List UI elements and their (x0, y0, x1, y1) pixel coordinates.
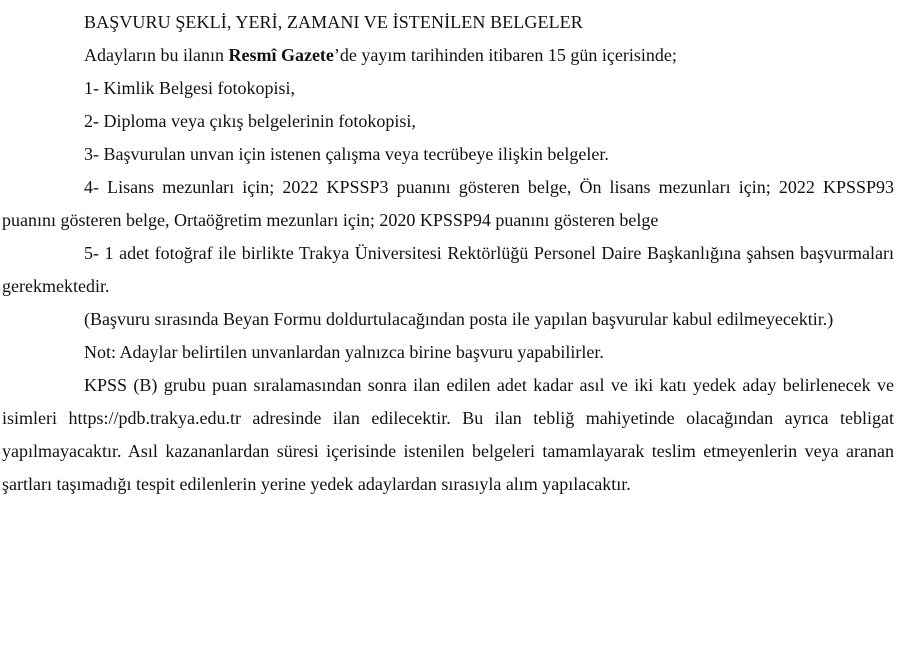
list-item-5: 5- 1 adet fotoğraf ile birlikte Trakya Üniversitesi Rektörlüğü Personel Daire Başkanlığına şahsen başvurmaları gerekmektedir. (2, 243, 894, 296)
list-item-3: 3- Başvurulan unvan için istenen çalışma veya tecrübeye ilişkin belgeler. (84, 144, 609, 164)
note-paragraph: Not: Adaylar belirtilen unvanlardan yalnızca birine başvuru yapabilirler. (84, 342, 604, 362)
intro-text-before: Adayların bu ilanın (84, 45, 229, 65)
intro-paragraph (2, 39, 894, 72)
intro-text-bold: Resmî Gazete (228, 45, 334, 65)
list-item-4: 4- Lisans mezunları için; 2022 KPSSP3 puanını gösteren belge, Ön lisans mezunları için; 2022 KPSSP93 puanını gösteren belge, Ortaöğretim mezunları için; 2020 KPSSP94 puanını gösteren belge (2, 177, 894, 230)
note-parenthetical: (Başvuru sırasında Beyan Formu doldurtulacağından posta ile yapılan başvurular kabul edilmeyecektir.) (84, 309, 834, 329)
intro-text-after: ’de yayım tarihinden itibaren 15 gün içerisinde; (333, 45, 677, 65)
document-body (0, 6, 900, 501)
list-item-2: 2- Diploma veya çıkış belgelerinin fotokopisi, (84, 111, 416, 131)
list-item-1: 1- Kimlik Belgesi fotokopisi, (84, 78, 295, 98)
section-heading: BAŞVURU ŞEKLİ, YERİ, ZAMANI VE İSTENİLEN BELGELER (84, 12, 583, 32)
final-paragraph: KPSS (B) grubu puan sıralamasından sonra ilan edilen adet kadar asıl ve iki katı yedek aday belirlenecek ve isimleri https://pdb.trakya.edu.tr adresinde ilan edilecektir. Bu ilan tebliğ mahiyetinde olacağından ayrıca tebligat yapılmayacaktır. Asıl kazananlardan süresi içerisinde istenilen belgeleri tamamlayarak teslim etmeyenlerin veya aranan şartları taşımadığı tespit edilenlerin yerine yedek adaylardan sırasıyla alım yapılacaktır. (2, 375, 894, 494)
